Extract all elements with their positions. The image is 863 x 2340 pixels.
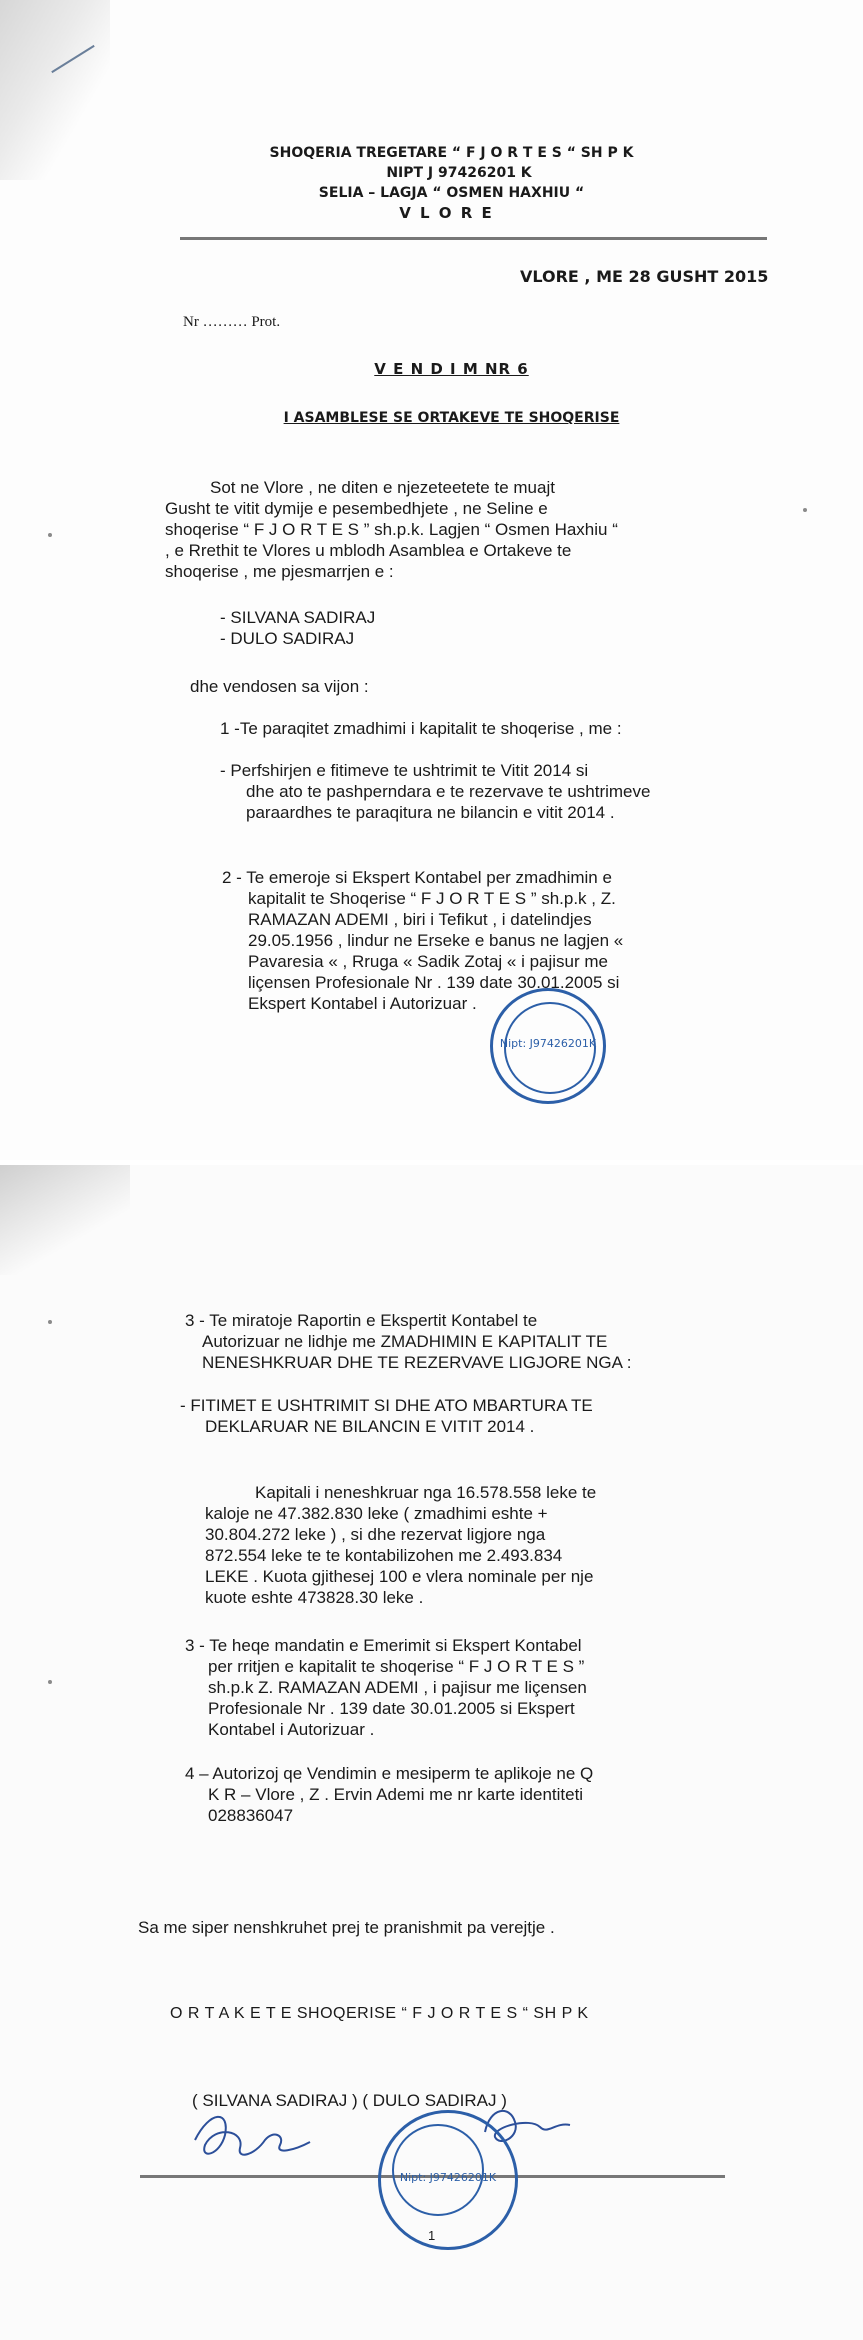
point-3-line: 3 - Te miratoje Raportin e Ekspertit Kontabel te (185, 1311, 538, 1330)
capital-line: kuote eshte 473828.30 leke . (205, 1588, 424, 1607)
participants-list (220, 607, 375, 649)
company-stamp (378, 2110, 518, 2250)
closing-statement: Sa me siper nenshkruhet prej te pranishmit pa verejtje . (138, 1918, 555, 1937)
point-2-line: Ekspert Kontabel i Autorizuar . (248, 994, 477, 1013)
point-1-heading: 1 -Te paraqitet zmadhimi i kapitalit te shoqerise , me : (220, 719, 622, 738)
participant: - SILVANA SADIRAJ (220, 608, 376, 627)
intro-line: , e Rrethit te Vlores u mblodh Asamblea e Ortakeve te (165, 541, 572, 560)
point-2-line: liçensen Profesionale Nr . 139 date 30.01.2005 si (248, 973, 620, 992)
company-stamp (490, 988, 606, 1104)
decision-title: V E N D I M NR 6 (374, 360, 529, 378)
document-page-2 (0, 1165, 863, 2340)
profits-line: DEKLARUAR NE BILANCIN E VITIT 2014 . (205, 1417, 535, 1436)
decided-line: dhe vendosen sa vijon : (190, 677, 369, 696)
scan-speck (48, 533, 52, 537)
intro-line: shoqerise , me pjesmarrjen e : (165, 562, 394, 581)
intro-line: shoqerise “ F J O R T E S ” sh.p.k. Lagjen “ Osmen Haxhiu “ (165, 520, 618, 539)
point-3-revoke (185, 1635, 785, 1740)
point-2-line: Pavaresia « , Rruga « Sadik Zotaj « i pajisur me (248, 952, 609, 971)
point-4 (185, 1763, 785, 1826)
stamp-nipt: Nipt: J97426201K (499, 1037, 597, 1050)
capital-line: kaloje ne 47.382.830 leke ( zmadhimi eshte + (205, 1504, 548, 1523)
point-4-line: K R – Vlore , Z . Ervin Ademi me nr karte identiteti (208, 1785, 584, 1804)
letterhead (0, 143, 863, 223)
point-3-approval (185, 1310, 785, 1373)
point-2-line: kapitalit te Shoqerise “ F J O R T E S ” sh.p.k , Z. (248, 889, 616, 908)
point-1-bullet (220, 760, 780, 823)
participant: - DULO SADIRAJ (220, 629, 355, 648)
point-3-line: Autorizuar ne lidhje me ZMADHIMIN E KAPITALIT TE (202, 1332, 608, 1351)
scan-speck (48, 1680, 52, 1684)
point-3b-line: Kontabel i Autorizuar . (208, 1720, 375, 1739)
point-3b-line: Profesionale Nr . 139 date 30.01.2005 si Ekspert (208, 1699, 575, 1718)
scan-shadow (0, 1165, 130, 1275)
capital-line: LEKE . Kuota gjithesej 100 e vlera nominale per nje (205, 1567, 594, 1586)
company-nipt: NIPT J 97426201 K (386, 165, 532, 181)
stamp-nipt: Nipt: J97426201K (399, 2171, 497, 2184)
intro-line: Sot ne Vlore , ne diten e njezeteetete te muajt (210, 478, 555, 497)
point-2-line: 29.05.1956 , lindur ne Erseke e banus ne lagjen « (248, 931, 624, 950)
profits-bullet (180, 1395, 780, 1437)
company-name: SHOQERIA TREGETARE “ F J O R T E S “ SH P K (269, 145, 634, 161)
intro-line: Gusht te vitit dymije e pesembedhjete , ne Seline e (165, 499, 548, 518)
document-page-1 (0, 0, 863, 1165)
protocol-number: Nr ……… Prot. (183, 314, 281, 330)
capital-line: 30.804.272 leke ) , si dhe rezervat ligjore nga (205, 1525, 546, 1544)
point-2 (222, 867, 782, 1014)
scan-speck (48, 1320, 52, 1324)
scan-speck (803, 508, 807, 512)
capital-line: 872.554 leke te te kontabilizohen me 2.493.834 (205, 1546, 563, 1565)
company-city: V L O R E (399, 204, 494, 222)
company-address: SELIA – LAGJA “ OSMEN HAXHIU “ (318, 185, 585, 201)
point-3b-line: 3 - Te heqe mandatin e Emerimit si Ekspert Kontabel (185, 1636, 582, 1655)
point-1-line: dhe ato te pashperndara e te rezervave te ushtrimeve (246, 782, 651, 801)
decision-subtitle: I ASAMBLESE SE ORTAKEVE TE SHOQERISE (283, 410, 620, 426)
point-3b-line: sh.p.k Z. RAMAZAN ADEMI , i pajisur me liçensen (208, 1678, 587, 1697)
page-number: 1 (428, 2228, 436, 2243)
point-1-line: paraardhes te paraqitura ne bilancin e vitit 2014 . (246, 803, 615, 822)
profits-line: - FITIMET E USHTRIMIT SI DHE ATO MBARTURA TE (180, 1396, 593, 1415)
header-rule (180, 237, 767, 240)
point-2-line: 2 - Te emeroje si Ekspert Kontabel per zmadhimin e (222, 868, 612, 887)
point-3-line: NENESHKRUAR DHE TE REZERVAVE LIGJORE NGA : (202, 1353, 632, 1372)
intro-paragraph (165, 477, 785, 582)
point-3b-line: per rritjen e kapitalit te shoqerise “ F J O R T E S ” (208, 1657, 585, 1676)
date-line: VLORE , ME 28 GUSHT 2015 (520, 267, 769, 286)
partners-line: O R T A K E T E SHOQERISE “ F J O R T E S “ SH P K (170, 2005, 589, 2022)
point-4-line: 028836047 (208, 1806, 294, 1825)
point-4-line: 4 – Autorizoj qe Vendimin e mesiperm te aplikoje ne Q (185, 1764, 594, 1783)
point-2-line: RAMAZAN ADEMI , biri i Tefikut , i datelindjes (248, 910, 592, 929)
capital-paragraph (205, 1482, 785, 1608)
signatories-line: ( SILVANA SADIRAJ ) ( DULO SADIRAJ ) (192, 2091, 507, 2110)
capital-line: Kapitali i neneshkruar nga 16.578.558 leke te (255, 1483, 597, 1502)
point-1-line: - Perfshirjen e fitimeve te ushtrimit te Vitit 2014 si (220, 761, 589, 780)
signature-silvana (185, 2100, 320, 2170)
